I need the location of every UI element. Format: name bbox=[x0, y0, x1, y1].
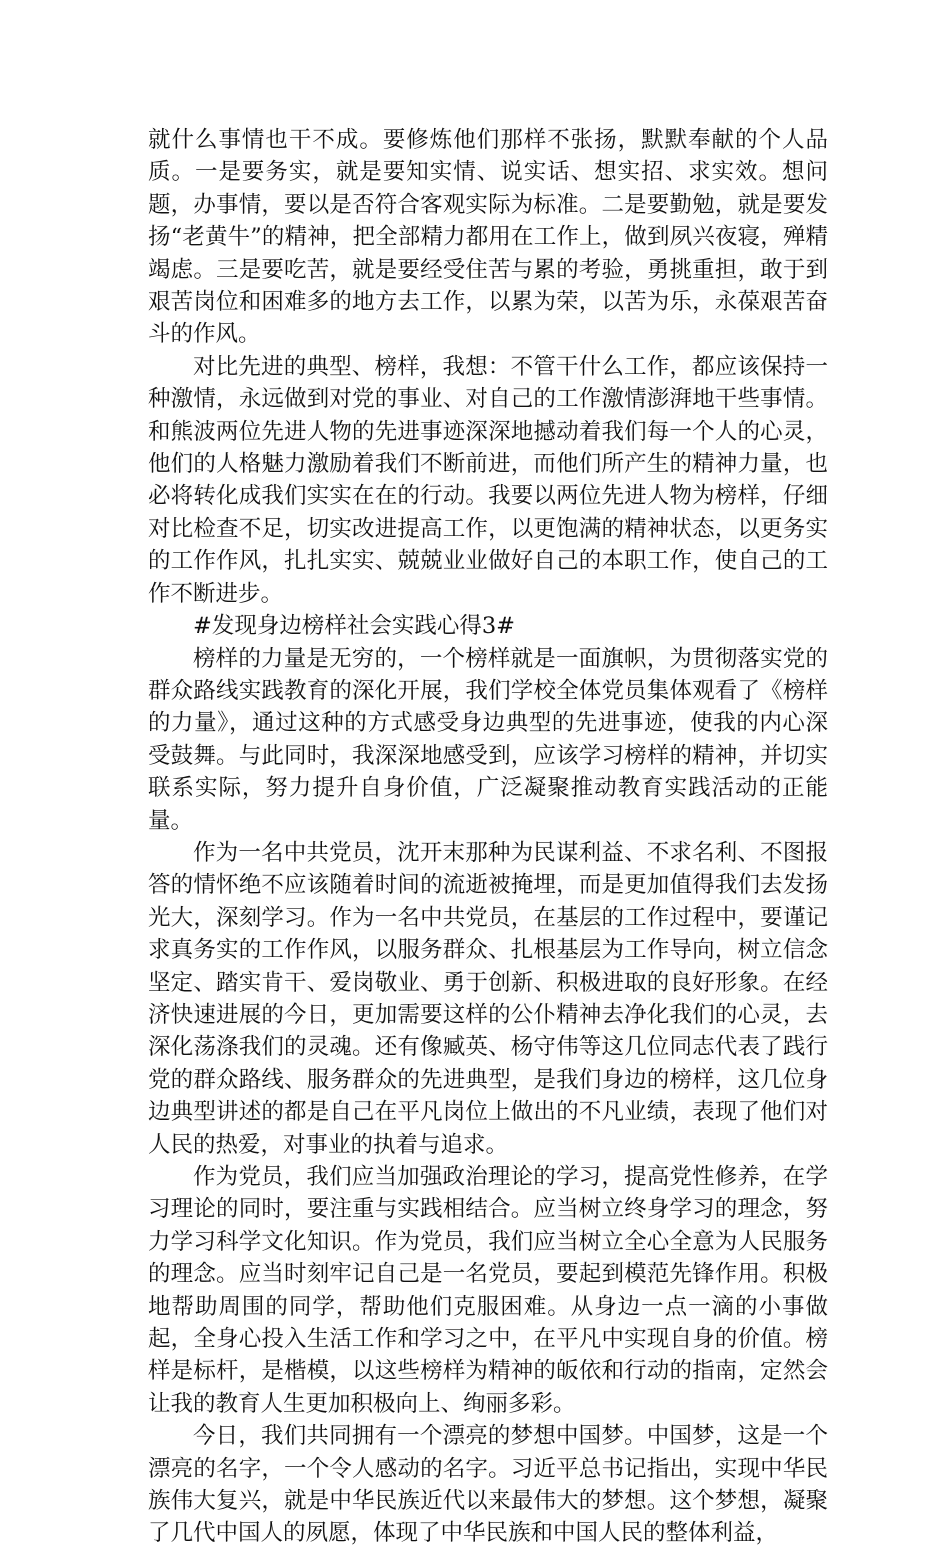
document-body bbox=[148, 124, 828, 1550]
paragraph-1: 就什么事情也干不成。要修炼他们那样不张扬，默默奉献的个人品质。一是要务实，就是要知实情、说实话、想实招、求实效。想问题，办事情，要以是否符合客观实际为标准。二是要勤勉，就是要发扬“老黄牛”的精神，把全部精力都用在工作上，做到夙兴夜寝，殚精竭虑。三是要吃苦，就是要经受住苦与累的考验，勇挑重担，敢于到艰苦岗位和困难多的地方去工作，以累为荣，以苦为乐，永葆艰苦奋斗的作风。 bbox=[148, 127, 828, 348]
paragraph-2: 对比先进的典型、榜样，我想：不管干什么工作，都应该保持一种激情，永远做到对党的事业、对自己的工作激情澎湃地干些事情。和熊波两位先进人物的先进事迹深深地撼动着我们每一个人的心灵，他们的人格魅力激励着我们不断前进，而他们所产生的精神力量，也必将转化成我们实实在在的行动。我要以两位先进人物为榜样，仔细对比检查不足，切实改进提高工作，以更饱满的精神状态，以更务实的工作作风，扎扎实实、兢兢业业做好自己的本职工作，使自己的工作不断进步。 bbox=[148, 353, 828, 607]
paragraph-4: 作为一名中共党员，沈开末那种为民谋利益、不求名利、不图报答的情怀绝不应该随着时间的流逝被掩埋，而是更加值得我们去发扬光大，深刻学习。作为一名中共党员，在基层的工作过程中，要谨记求真务实的工作作风，以服务群众、扎根基层为工作导向，树立信念坚定、踏实肯干、爱岗敬业、勇于创新、积极进取的良好形象。在经济快速进展的今日，更加需要这样的公仆精神去净化我们的心灵，去深化荡涤我们的灵魂。还有像臧英、杨守伟等这几位同志代表了践行党的群众路线、服务群众的先进典型，是我们身边的榜样，这几位身边典型讲述的都是自己在平凡岗位上做出的不凡业绩，表现了他们对人民的热爱，对事业的执着与追求。 bbox=[148, 839, 828, 1158]
paragraph-6: 今日，我们共同拥有一个漂亮的梦想中国梦。中国梦，这是一个漂亮的名字，一个令人感动的名字。习近平总书记指出，实现中华民族伟大复兴，就是中华民族近代以来最伟大的梦想。这个梦想，凝聚了几代中国人的夙愿，体现了中华民族和中国人民的整体利益， bbox=[148, 1423, 828, 1547]
section-heading: #发现身边榜样社会实践心得3# bbox=[193, 613, 516, 640]
paragraph-5: 作为党员，我们应当加强政治理论的学习，提高党性修养，在学习理论的同时，要注重与实践相结合。应当树立终身学习的理念，努力学习科学文化知识。作为党员，我们应当树立全心全意为人民服务的理念。应当时刻牢记自己是一名党员，要起到模范先锋作用。积极地帮助周围的同学，帮助他们克服困难。从身边一点一滴的小事做起，全身心投入生活工作和学习之中，在平凡中实现自身的价值。榜样是标杆，是楷模，以这些榜样为精神的皈依和行动的指南，定然会让我的教育人生更加积极向上、绚丽多彩。 bbox=[148, 1164, 828, 1417]
paragraph-3: 榜样的力量是无穷的，一个榜样就是一面旗帜，为贯彻落实党的群众路线实践教育的深化开展，我们学校全体党员集体观看了《榜样的力量》，通过这种的方式感受身边典型的先进事迹，使我的内心深受鼓舞。与此同时，我深深地感受到，应该学习榜样的精神，并切实联系实际，努力提升自身价值，广泛凝聚推动教育实践活动的正能量。 bbox=[148, 645, 828, 834]
